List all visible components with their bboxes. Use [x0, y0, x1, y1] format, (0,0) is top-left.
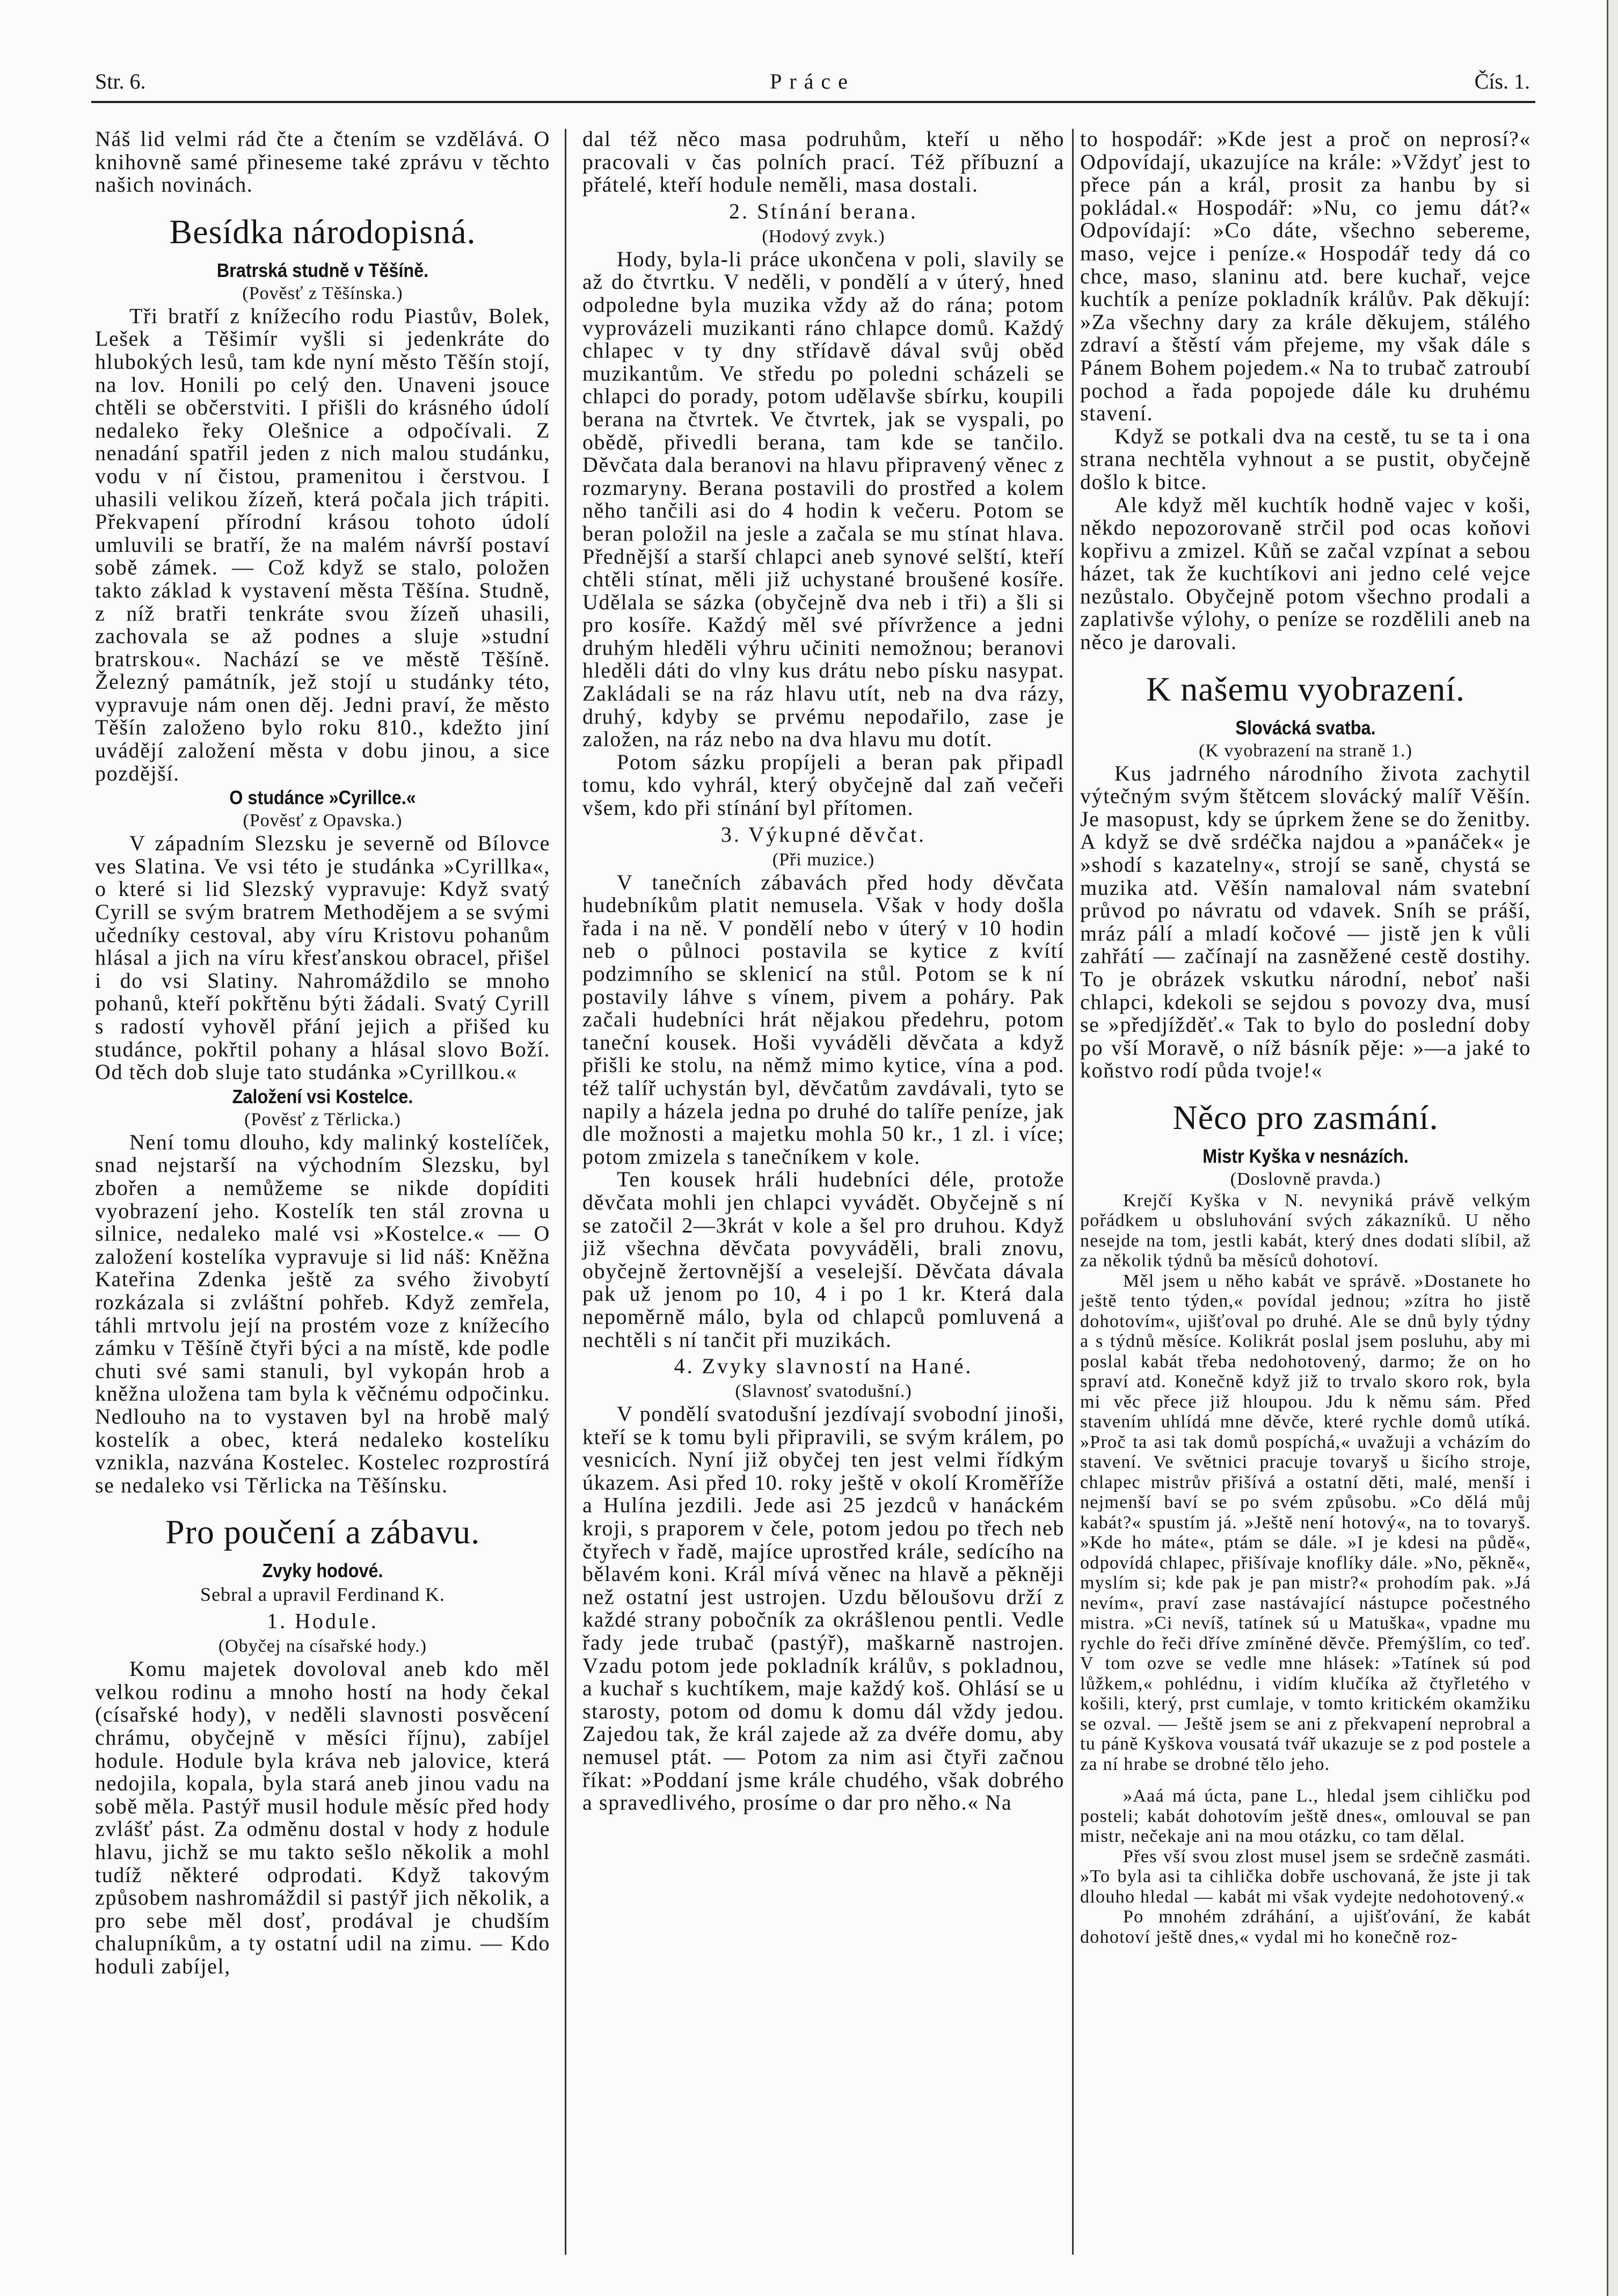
section-heading: Besídka národopisná. — [169, 212, 476, 251]
column-divider — [565, 129, 566, 2255]
article-title: Mistr Kyška v nesnázích. — [1202, 1145, 1409, 1167]
article-source-note: (Při muzice.) — [772, 849, 875, 870]
issue-number: Čís. 1. — [1474, 69, 1530, 93]
page-number: Str. 6. — [95, 69, 146, 93]
newspaper-title: Práce — [770, 69, 855, 93]
section-heading: Něco pro zasmání. — [1172, 1098, 1439, 1136]
paragraph-small: »Aaá má úcta, pane L., hledal jsem cihličku pod posteli; kabát dohotovím ještě dnes«, omlouval se pan mistr, nečekaje ani na mou otázku, co tam dělal. — [1080, 1786, 1531, 1847]
paragraph: to hospodář: »Kde jest a proč on neprosí?« Odpovídají, ukazujíce na krále: »Vždyť jest to přece pán a král, prosit za hanbu by si pokládal.« Hospodář: »Nu, co jemu dát?« Odpovídají: »Co dáte, všechno sebereme, maso, vejce i peníze.« Hospodář tedy dá co chce, maso, slaninu atd. bere kuchař, vejce kuchtík a peníze pokladník králův. Pak děkují: »Za všechny dary za krále děkujem, stálého zdraví a štěstí vám přejeme, my však dále s Pánem Bohem pojedem.« Na to trubač zatroubí pochod a řada popojede dále ku druhému stavení. — [1080, 127, 1531, 426]
paragraph-small: Měl jsem u něho kabát ve správě. »Dostanete ho ještě tento týden,« povídal jednou; »zítra ho jistě dohotovím«, ujišťoval po druhé. Ale se dnů byly týdny a s týdnů měsíce. Kolikrát poslal jsem posluhu, aby mi poslal kabát třeba nedohotovený, darmo; že on ho spraví atd. Konečně když již to trvalo skoro rok, byla mi věc přece již hloupou. Jdu k němu sám. Před stavením uhlídá mne děvče, které rychle domů utíká. »Proč ta asi tak domů pospíchá,« uvažuji a vcházím do stavení. Ve světnici pracuje tovaryš u šicího stroje, chlapec mistrův přišívá a ostatní děti, malé, menší i nejmenší baví se po svém způsobu. »Co dělá můj kabát?« spustím já. »Ještě není hotový«, na to tovaryš. »Kde ho máte«, ptám se dále. »I je kdesi na půdě«, odpovídá chlapec, přišívaje knoflíky dále. »No, pěkně«, myslím si; kde pak je pan mistr?« prohodím pak. »Já nevím«, praví zase nastávající nástupce počestného mistra. »Ci nevíš, tatínek sú u Matuška«, vpadne mu rychle do řeči dříve zmíněné děvče. Přemýšlím, co teď. V tom ozve se vedle mne hlásek: »Tatínek sú pod lůžkem,« pohlédnu, i vidím klučíka až čtyřletého v košili, který, prst cumlaje, v tomto kritickém okamžiku se ozval. — Ještě jsem se ani z překvapení neprobral a tu páně Kyškova vousatá tvář ukazuje se z pod postele a za ní hrabe se drobné tělo jeho. — [1080, 1271, 1531, 1774]
paragraph: Ten kousek hráli hudebníci déle, protože děvčata mohli jen chlapci vyvádět. Obyčejně s ní se zatočil 2—3krát v kole a šel pro druhou. Když již všechna děvčata povyváděli, brali znovu, obyčejně žertovnější a veselejší. Děvčata dávala pak už jenom po 10, 4 i po 1 kr. Která dala nepoměrně málo, byla od chlapců pomluvená a nechtěli s ní tančit při muzikách. — [582, 1167, 1065, 1352]
paragraph-small: Po mnohém zdráhání, a ujišťování, že kabát dohotoví ještě dnes,« vydal mi ho konečně roz- — [1080, 1907, 1531, 1947]
page-header — [95, 69, 1530, 99]
subsection-heading: 1. Hodule. — [267, 1609, 378, 1634]
column-1 — [95, 128, 550, 1978]
paragraph: Není tomu dlouho, kdy malinký kostelíček, snad nejstarší na východním Slezsku, byl zbořen a nemůžeme se nikde dopíditi vyobrazení jeho. Kostelík ten stál zrovna u silnice, nedaleko malé vsi »Kostelce.« — O založení kostelíka vypravuje si lid náš: Kněžna Kateřina Zdenka ještě za svého živobytí rozkázala si zvláštní pohřeb. Když zemřela, táhli mrtvolu její na prostém voze z knížecího zámku v Těšíně čtyři býci a na místě, kde podle chuti své sami stanuli, byl vykopán hrob a kněžna uložena tam byla k věčnému odpočinku. Nedlouho na to vystaven byl na hrobě malý kostelík a obec, která nedaleko kostelíku vznikla, nazvána Kostelec. Kostelec rozprostírá se nedaleko vsi Těrlicka na Těšínsku. — [95, 1129, 550, 1497]
article-source-note: (Pověsť z Opavska.) — [243, 811, 403, 831]
subsection-heading: 3. Výkupné děvčat. — [720, 822, 927, 847]
paragraph: dal též něco masa podruhům, kteří u něho pracovali v čas polních prací. Též příbuzní a přátelé, kteří hodule neměli, masa dostali. — [582, 127, 1065, 197]
article-source-note: (Hodový zvyk.) — [762, 226, 885, 246]
article-source-note: (Slavnosť svatodušní.) — [735, 1381, 912, 1402]
article-title: Bratrská studně v Těšíně. — [216, 259, 429, 281]
column-divider — [1072, 129, 1074, 2255]
byline: Sebral a upravil Ferdinand K. — [200, 1584, 445, 1606]
article-source-note: (Obyčej na císařské hody.) — [218, 1636, 427, 1657]
article-source-note: (K vyobrazení na straně 1.) — [1198, 740, 1412, 761]
paragraph: Ale když měl kuchtík hodně vajec v koši, někdo nepozorovaně strčil pod ocas koňovi kopřivu a zmizel. Kůň se začal vzpínat a sebou házet, tak že kuchtíkovi ani jedno celé vejce nezůstalo. Obyčejně potom všechno prodali a zaplativše výlohy, o peníze se rozdělili aneb na něco je darovali. — [1080, 492, 1531, 654]
subsection-heading: 4. Zvyky slavností na Hané. — [674, 1354, 973, 1379]
article-source-note: (Pověsť z Těrlicka.) — [244, 1109, 401, 1129]
next-page-edge — [1607, 0, 1618, 2296]
section-heading: K našemu vyobrazení. — [1146, 669, 1466, 708]
paragraph: V tanečních zábavách před hody děvčata hudebníkům platit nemusela. Však v hody došla řada i na ně. V pondělí nebo v úterý v 10 hodin neb o půlnoci postavila se kytice z kvítí podzimního se sklenicí na stůl. Potom se k ní postavily láhve s vínem, pivem a poháry. Pak začali hudebníci hrát nějakou předehru, potom taneční kousek. Hoši vyváděli děvčata a když přišli ke stolu, na němž mimo kytice, vína a pod. též talíř uchystán byl, děvčatům zavdávali, tyto se napily a házela jedna po druhé do talíře peníze, jak dle možnosti a majetku mohla 50 kr., 1 zl. i více; potom zmizela s tanečníkem v kole. — [582, 870, 1065, 1169]
article-source-note: (Doslovně pravda.) — [1230, 1169, 1381, 1189]
article-title: Zvyky hodové. — [262, 1559, 383, 1582]
article-title: Založení vsi Kostelce. — [232, 1085, 413, 1107]
section-heading: Pro poučení a zábavu. — [165, 1513, 480, 1551]
paragraph-small: Krejčí Kyška v N. nevyniká právě velkým pořádkem u obsluhování svých zákazníků. U něho nesejde na tom, jestli kabát, který dnes dodati slíbil, až za několik týdnů ba měsíců dohotoví. — [1080, 1190, 1531, 1271]
paragraph-small: Přes vší svou zlost musel jsem se srdečně zasmáti. »To byla asi ta cihlička dobře uschovaná, že jste ji tak dlouho hledal — kabát mi však vydejte nedohotovený.« — [1080, 1846, 1531, 1907]
article-title: Slovácká svatba. — [1235, 716, 1376, 739]
paragraph: Náš lid velmi rád čte a čtením se vzdělává. O knihovně samé přineseme také zprávu v těchto našich novinách. — [95, 127, 550, 197]
paragraph: V pondělí svatodušní jezdívají svobodní jinoši, kteří se k tomu byli připravili, se svým králem, po vesnicích. Nyní již obyčej ten jest velmi řídkým úkazem. Asi před 10. roky ještě v okolí Kroměříže a Hulína jezdili. Jede asi 25 jezdců v hanáckém kroji, s praporem v čele, potom jedou po třech neb čtyřech v řadě, majíce uprostřed krále, sedícího na bělavém koni. Král mívá věnec na hlavě a pěkněji než ostatní jest ustrojen. Uzdu běloušovu drží z každé strany pobočník za okrášlenou pentli. Vedle řady jede trubač (pastýř), maškarně nastrojen. Vzadu potom jede pokladník králův, s pokladnou, a kuchař s kuchtíkem, maje každý koš. Ohlásí se u starosty, potom od domu k domu dál vždy jedou. Zajedou tak, že král zajede až za dvéře domu, aby nemusel ptát. — Potom za nim asi čtyři začnou říkat: »Poddaní jsme krále chudého, však dobrého a spravedlivého, prosíme o dar pro něho.« Na — [582, 1402, 1065, 1815]
article-title: O studánce »Cyrillce.« — [229, 786, 416, 809]
article-source-note: (Pověsť z Těšínska.) — [242, 283, 403, 303]
paragraph: Když se potkali dva na cestě, tu se ta i ona strana nechtěla vyhnout a se pustit, obyčejně došlo k bitce. — [1080, 424, 1531, 494]
paragraph: Kus jadrného národního života zachytil výtečným svým štětcem slovácký malíř Věšín. Je masopust, kdy se úprkem žene se do ženitby. A když se dvě srdéčka najdou a »panáček« je »shodí s kazatelny«, strojí se saně, chystá se muzika atd. Věšín namaloval nám svatební průvod po návratu od vdavek. Sníh se práší, mráz pálí a mladí kočové — jistě jen k vůli zahřátí — začínají na zasněžené cestě dostihy. To je obrázek vskutku národní, neboť naši chlapci, kdekoli se sejdou s povozy dva, musí se »předjížděť.« Tak to bylo do poslední doby po vší Moravě, o níž básník pěje: »—a jaké to koňstvo rodí půda tvoje!« — [1080, 761, 1531, 1083]
paragraph: Hody, byla-li práce ukončena v poli, slavily se až do čtvrtku. V neděli, v pondělí a v úterý, hned odpoledne byla muzika vždy až do rána; potom vyprovázeli muzikanti ráno chlapce domů. Každý chlapec v ty dny střídavě dával svůj oběd muzikantům. Ve středu po poledni scházeli se chlapci do porady, potom udělavše sbírku, koupili berana na čtvrtek. Ve čtvrtek, jak se vyspali, po obědě, přivedli berana, tam kde se tančilo. Děvčata dala beranovi na hlavu připravený věnec z rozmaryny. Berana postavili do prostřed a kolem něho tančili asi do 4 hodin k večeru. Potom se beran položil na jesle a začala se mu stínat hlava. Přednější a starší chlapci aneb synové selští, kteří chtěli stínat, měli již uchystané broušené kosíře. Udělala se sázka (obyčejně dva neb i tři) a šli si pro kosíře. Každý měl své přívržence a jedni druhým hleděli výhru učiniti nemožnou; beranovi hleděli dáti do vlny kus drátu nebo písku nasypat. Zakládali se na ráz hlavu utít, neb na dva rázy, druhý, kdyby se prvému nepodařilo, zase je založen, na ráz nebo na dva hlavu mu dotít. — [582, 246, 1065, 752]
column-3 — [1080, 128, 1531, 1947]
paragraph: Tři bratří z knížecího rodu Piastův, Bolek, Lešek a Těšimír vyšli si jedenkráte do hlubokých lesů, tam kde nyní město Těšín stojí, na lov. Honili po celý den. Unaveni jsouce chtěli se občerstviti. I přišli do krásného údolí nedaleko řeky Olešnice a odpočívali. Z nenadání spatřil jeden z nich malou studánku, vodu v ní čistou, pramenitou i čerstvou. I uhasili velikou žízeň, která počala jich trápiti. Překvapení přírodní krásou tohoto údolí umluvili se bratří, že na malém návrší postaví sobě zámek. — Což když se stalo, položen takto základ k vystavení města Těšína. Studně, z níž bratři tenkráte svou žízeň uhasili, zachovala se až podnes a sluje »studní bratrskou«. Nachází se ve městě Těšíně. Železný památník, jež stojí u studánky této, vypravuje nám onen děj. Jedni praví, že město Těšín založeno bylo roku 810., kdežto jiní uvádějí založení města v dobu jinou, a sice pozdější. — [95, 303, 550, 785]
paragraph: Potom sázku propíjeli a beran pak připadl tomu, kdo vyhrál, který obyčejně dal zaň večeři všem, kdo při stínání byl přítomen. — [582, 749, 1065, 820]
column-2 — [582, 128, 1065, 1814]
paragraph: V západním Slezsku je severně od Bílovce ves Slatina. Ve vsi této je studánka »Cyrillka«, o které si lid Slezský vypravuje: Když svatý Cyrill se svým bratrem Methodějem a se svými učedníky cestoval, aby víru Kristovu pohanům hlásal a jich na víru křesťanskou obracel, přišel i do vsi Slatiny. Nahromáždilo se mnoho pohanů, kteří pokřtěnu býti žádali. Svatý Cyrill s radostí vyhověl přání jejich a přišed ku studánce, pokřtil pohany a hlásal slovo Boží. Od těch dob sluje tato studánka »Cyrillkou.« — [95, 831, 550, 1084]
subsection-heading: 2. Stínání berana. — [729, 199, 918, 223]
header-rule — [91, 101, 1535, 103]
paragraph: Komu majetek dovoloval aneb kdo měl velkou rodinu a mnoho hostí na hody čekal (císařské hody), v neděli slavnosti posvěcení chrámu, obyčejně v měsíci říjnu), zabíjel hodule. Hodule byla kráva neb jalovice, která nedojila, kopala, byla stará aneb jinou vadu na sobě měla. Pastýř musil hodule měsíc před hody zvlášť pást. Za odměnu dostal v hody z hodule hlavu, jichž se mu takto sešlo několik a mohl tudíž některé odprodati. Když takovým způsobem nashromáždil si pastýř jich několik, a pro sebe měl dosť, prodával je chudším chalupníkům, a ty ostatní udil na zimu. — Kdo hoduli zabíjel, — [95, 1657, 550, 1978]
